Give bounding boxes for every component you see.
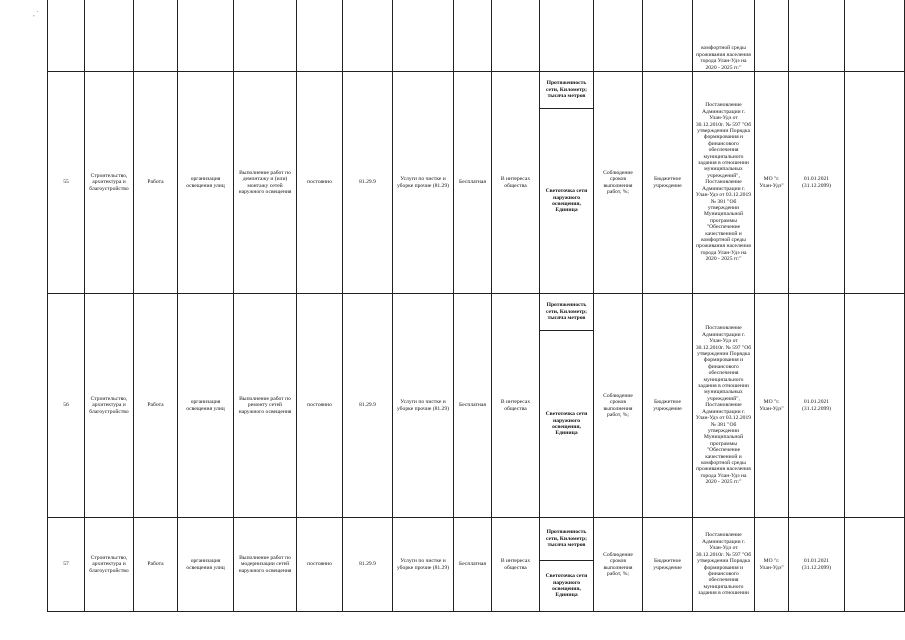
quality-indicator: Соблюдение сроков выполнения работ, %; [594, 294, 643, 518]
service-type: Работа [134, 294, 178, 518]
interest-category: В интересах общества [492, 294, 540, 518]
payment-type: Бесплатная [454, 72, 492, 294]
table-row-continuation [48, 0, 905, 72]
founder: МО "г. Улан-Удэ" [755, 72, 789, 294]
volume-indicator-length: Протяженность сети, Километр; тысяча метров [540, 518, 594, 561]
service-type: Работа [134, 72, 178, 294]
table-row [48, 294, 905, 331]
service-name: организация освещения улиц [178, 72, 234, 294]
service-period: постоянно [297, 294, 343, 518]
quality-indicator: Соблюдение сроков выполнения работ, %; [594, 518, 643, 612]
okved-name: Услуги по чистке и уборке прочие (81.29) [393, 72, 454, 294]
service-type: Работа [134, 518, 178, 612]
volume-indicator-points: Светоточка сети наружного освещения, Единица [540, 109, 594, 294]
activity-area: Строительство, архитектура и благоустройство [85, 72, 134, 294]
legal-basis: Постановление Администрации г. Улан-Удэ от 30.12.2010г. № 597 "Об утверждении Порядка формирования и финансового обеспечения муниципального задания в отношении муниципальных учреждений", Постановление Администрации г. Улан-Удэ от 03.12.2019 № 381 "Об утверждении Муниципальной программы "Обеспечение качественной и комфортной среды проживания населения города Улан-Удэ на 2020 - 2025 гг." [693, 294, 755, 518]
row-number: 56 [48, 294, 85, 518]
activity-area: Строительство, архитектура и благоустройство [85, 518, 134, 612]
okved-name: Услуги по чистке и уборке прочие (81.29) [393, 294, 454, 518]
founder: МО "г. Улан-Удэ" [755, 294, 789, 518]
legal-basis-fragment: комфортной среды проживания населения города Улан-Удэ на 2020 - 2025 гг." [693, 0, 755, 72]
service-content: Выполнение работ по ремонту сетей наружного освещения [234, 294, 297, 518]
interest-category: В интересах общества [492, 518, 540, 612]
service-name: организация освещения улиц [178, 294, 234, 518]
institution-type: Бюджетное учреждение [643, 518, 693, 612]
legal-basis: Постановление Администрации г. Улан-Удэ от 30.12.2010г. № 597 "Об утверждении Порядка формирования и финансового обеспечения муниципального задания в отношении муниципальных учреждений", Постановление Администрации г. Улан-Удэ от 03.12.2019 № 381 "Об утверждении Муниципальной программы "Обеспечение качественной и комфортной среды проживания населения города Улан-Удэ на 2020 - 2025 гг." [693, 72, 755, 294]
legal-basis: Постановление Администрации г. Улан-Удэ от 30.12.2010г. № 597 "Об утверждении Порядка формирования и финансового обеспечения муниципального задания в отношении [693, 518, 755, 612]
table-row [48, 518, 905, 561]
interest-category: В интересах общества [492, 72, 540, 294]
institution-type: Бюджетное учреждение [643, 294, 693, 518]
service-period: постоянно [297, 518, 343, 612]
okved-code: 81.29.9 [343, 294, 393, 518]
volume-indicator-length: Протяженность сети, Километр; тысяча метров [540, 294, 594, 331]
row-number: 57 [48, 518, 85, 612]
okved-code: 81.29.9 [343, 518, 393, 612]
activity-area: Строительство, архитектура и благоустройство [85, 294, 134, 518]
payment-type: Бесплатная [454, 518, 492, 612]
services-register-table [47, 0, 905, 612]
okved-name: Услуги по чистке и уборке прочие (81.29) [393, 518, 454, 612]
service-content: Выполнение работ по демонтажу и (или) монтажу сетей наружного освещения [234, 72, 297, 294]
service-content: Выполнение работ по модернизации сетей наружного освещения [234, 518, 297, 612]
validity-dates: 01.01.2021 (31.12.2099) [789, 72, 845, 294]
founder: МО "г. Улан-Удэ" [755, 518, 789, 612]
volume-indicator-length: Протяженность сети, Километр; тысяча метров [540, 72, 594, 109]
payment-type: Бесплатная [454, 294, 492, 518]
service-period: постоянно [297, 72, 343, 294]
institution-type: Бюджетное учреждение [643, 72, 693, 294]
quality-indicator: Соблюдение сроков выполнения работ, %; [594, 72, 643, 294]
service-name: организация освещения улиц [178, 518, 234, 612]
volume-indicator-points: Светоточка сети наружного освещения, Единица [540, 331, 594, 518]
page-corner-marks: , ` [33, 10, 39, 18]
volume-indicator-points: Светоточка сети наружного освещения, Единица [540, 561, 594, 612]
row-number: 55 [48, 72, 85, 294]
okved-code: 81.29.9 [343, 72, 393, 294]
table-row [48, 72, 905, 109]
validity-dates: 01.01.2021 (31.12.2099) [789, 518, 845, 612]
validity-dates: 01.01.2021 (31.12.2099) [789, 294, 845, 518]
